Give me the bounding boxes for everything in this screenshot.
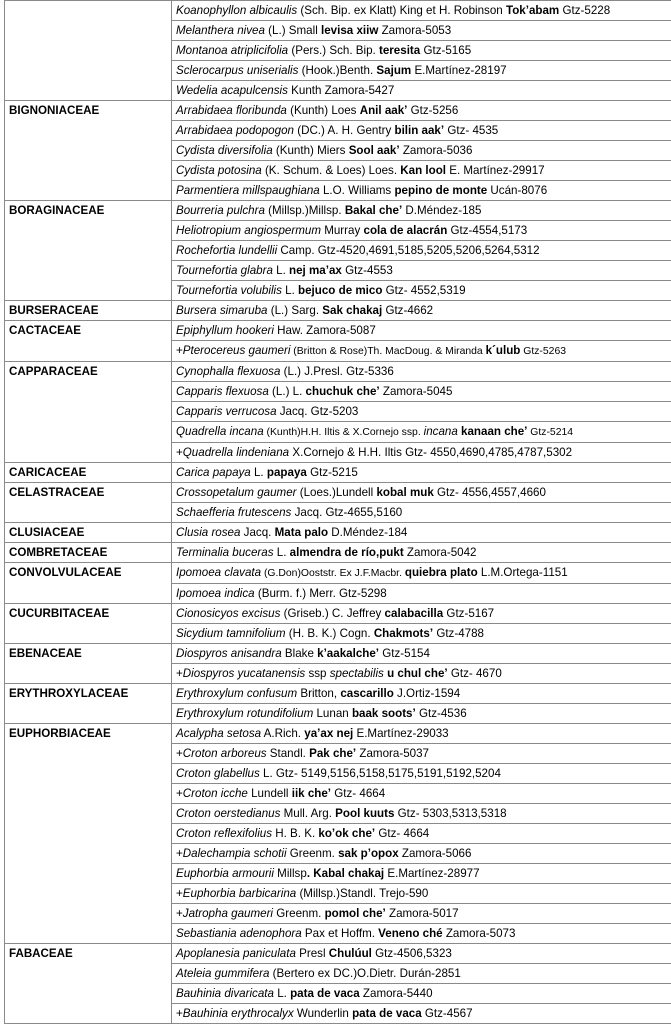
entry-text: Gtz- 4670 <box>448 667 502 680</box>
species-entry-cell <box>172 924 671 944</box>
species-entry-cell <box>172 724 671 744</box>
entry-text: Gtz-5214 <box>527 427 573 438</box>
entry-text: E.Martínez-29033 <box>353 727 448 740</box>
entry-text: (Kunth)H.H. Iltis & X.Cornejo ssp. <box>264 427 424 438</box>
species-name: Croton glabellus <box>176 767 260 780</box>
table-row <box>5 543 671 563</box>
species-entry-cell <box>172 463 671 483</box>
entry-text: L. <box>282 284 298 297</box>
common-name: cascarillo <box>340 687 394 700</box>
species-name: Croton oerstedianus <box>176 807 280 820</box>
species-name: Crossopetalum gaumer <box>176 486 297 499</box>
entry-text: X.Cornejo & H.H. Iltis Gtz- 4550,4690,4785,4787,5302 <box>289 446 572 459</box>
species-name: Pterocereus gaumeri <box>183 344 291 357</box>
common-name: calabacilla <box>385 607 444 620</box>
entry-text: Gtz- 5303,5313,5318 <box>394 807 506 820</box>
entry-text: Gtz-5167 <box>443 607 494 620</box>
species-entry-cell <box>172 81 671 101</box>
entry-text: Standl. <box>267 747 310 760</box>
species-table <box>4 0 671 1024</box>
common-name: cola de alacrán <box>364 224 448 237</box>
entry-text: Gtz-5154 <box>379 647 430 660</box>
common-name: Bakal che’ <box>345 204 402 217</box>
entry-text: (H. B. K.) Cogn. <box>286 627 374 640</box>
species-entry-cell <box>172 321 671 341</box>
entry-text: E.Martínez-28977 <box>384 867 479 880</box>
common-name: Anil aak’ <box>360 104 408 117</box>
common-name: bejuco de mico <box>298 284 382 297</box>
entry-text: Gtz- 4556,4557,4660 <box>434 486 546 499</box>
species-entry-cell <box>172 281 671 301</box>
table-row <box>5 724 671 744</box>
species-entry-cell <box>172 503 671 523</box>
species-name: Bursera simaruba <box>176 304 268 317</box>
species-name: Tournefortia volubilis <box>176 284 282 297</box>
entry-text: Zamora-5037 <box>356 747 429 760</box>
entry-text: Gtz-5263 <box>520 346 566 357</box>
species-entry-cell <box>172 604 671 624</box>
common-name: kobal muk <box>376 486 433 499</box>
species-name: Schaefferia frutescens <box>176 506 291 519</box>
species-name: Acalypha setosa <box>176 727 261 740</box>
common-name: quiebra plato <box>405 566 478 579</box>
species-name: Euphorbia barbicarina <box>183 887 296 900</box>
table-row <box>5 362 671 382</box>
entry-text: Zamora-5036 <box>400 144 473 157</box>
species-entry-cell <box>172 181 671 201</box>
entry-text: Ucán-8076 <box>487 184 547 197</box>
entry-text: Blake <box>282 647 317 660</box>
species-entry-cell <box>172 944 671 964</box>
species-name: Quadrella incana <box>176 425 264 438</box>
entry-text: ssp <box>305 667 329 680</box>
entry-text: Gtz-5256 <box>407 104 458 117</box>
species-name: Diospyros anisandra <box>176 647 282 660</box>
species-entry-cell <box>172 844 671 864</box>
family-name-cell: ERYTHROXYLACEAE <box>5 684 172 724</box>
species-entry-cell <box>172 1 671 21</box>
species-name: Croton icche <box>183 787 248 800</box>
entry-text: Mull. Arg. <box>280 807 335 820</box>
family-name-cell: BORAGINACEAE <box>5 201 172 301</box>
entry-text: (DC.) A. H. Gentry <box>294 124 395 137</box>
entry-text: Greenm. <box>273 907 325 920</box>
family-name-cell: BURSERACEAE <box>5 301 172 321</box>
species-entry-cell <box>172 1004 671 1024</box>
entry-text: (L.) J.Presl. Gtz-5336 <box>280 365 393 378</box>
species-name: Parmentiera millspaughiana <box>176 184 320 197</box>
entry-text: L. <box>274 546 290 559</box>
entry-text: Gtz-4554,5173 <box>447 224 527 237</box>
table-row <box>5 201 671 221</box>
species-name: Ateleia gummifera <box>176 967 269 980</box>
table-row <box>5 604 671 624</box>
species-entry-cell <box>172 764 671 784</box>
common-name: Veneno ché <box>378 927 442 940</box>
entry-text: L. <box>274 987 290 1000</box>
family-name-cell: CACTACEAE <box>5 321 172 362</box>
species-entry-cell <box>172 341 671 362</box>
entry-text: + <box>176 787 183 800</box>
species-name: Diospyros yucatanensis <box>183 667 305 680</box>
species-entry-cell <box>172 61 671 81</box>
entry-text: Greenm. <box>287 847 339 860</box>
common-name: Mata palo <box>275 526 328 539</box>
species-name: spectabilis <box>330 667 384 680</box>
species-entry-cell <box>172 161 671 181</box>
table-row <box>5 321 671 341</box>
species-name: Jatropha gaumeri <box>183 907 273 920</box>
species-name: Melanthera nivea <box>176 24 265 37</box>
entry-text: E. Martínez-29917 <box>446 164 545 177</box>
entry-text: (Britton & Rose)Th. MacDoug. & Miranda <box>290 346 485 357</box>
common-name: u chul che’ <box>387 667 448 680</box>
species-name: Arrabidaea floribunda <box>176 104 287 117</box>
common-name: iik che’ <box>292 787 331 800</box>
species-entry-cell <box>172 261 671 281</box>
species-name: Erythroxylum confusum <box>176 687 297 700</box>
entry-text: (Burm. f.) Merr. Gtz-5298 <box>255 587 387 600</box>
family-name-cell: EBENACEAE <box>5 644 172 684</box>
entry-text: L. <box>273 264 289 277</box>
entry-text: Britton, <box>297 687 340 700</box>
family-name-cell: CONVOLVULACEAE <box>5 563 172 604</box>
species-entry-cell <box>172 563 671 584</box>
species-entry-cell <box>172 744 671 764</box>
species-name: Ipomoea indica <box>176 587 255 600</box>
entry-text: (Kunth) Loes <box>287 104 360 117</box>
family-name-cell: CLUSIACEAE <box>5 523 172 543</box>
species-name: Cionosicyos excisus <box>176 607 280 620</box>
common-name: Chulúul <box>329 947 372 960</box>
species-entry-cell <box>172 41 671 61</box>
entry-text: Jacq. Gtz-5203 <box>277 405 359 418</box>
entry-text: Gtz- 4552,5319 <box>382 284 465 297</box>
entry-text: L. Gtz- 5149,5156,5158,5175,5191,5192,5204 <box>260 767 501 780</box>
species-name: Bauhinia erythrocalyx <box>183 1007 294 1020</box>
common-name: levisa xiiw <box>321 24 378 37</box>
entry-text: L.M.Ortega-1151 <box>478 566 568 579</box>
species-entry-cell <box>172 201 671 221</box>
species-name: Quadrella lindeniana <box>183 446 289 459</box>
species-name: Carica papaya <box>176 466 251 479</box>
entry-text: Lunan <box>313 707 352 720</box>
common-name: Sak chakaj <box>322 304 382 317</box>
common-name: k’aakalche’ <box>317 647 379 660</box>
species-name: Epiphyllum hookeri <box>176 324 274 337</box>
entry-text: (L.) L. <box>269 385 306 398</box>
entry-text: Murray <box>321 224 364 237</box>
species-entry-cell <box>172 984 671 1004</box>
entry-text: Haw. Zamora-5087 <box>274 324 376 337</box>
entry-text: D.Méndez-185 <box>402 204 481 217</box>
species-entry-cell <box>172 624 671 644</box>
common-name: pata de vaca <box>352 1007 422 1020</box>
species-entry-cell <box>172 864 671 884</box>
species-entry-cell <box>172 824 671 844</box>
entry-text: A.Rich. <box>261 727 304 740</box>
species-entry-cell <box>172 644 671 664</box>
common-name: baak soots’ <box>352 707 416 720</box>
common-name: sak p’opox <box>338 847 399 860</box>
species-name: Dalechampia schotii <box>183 847 287 860</box>
entry-text: + <box>176 446 183 459</box>
entry-text: (Bertero ex DC.)O.Dietr. Durán-2851 <box>269 967 460 980</box>
entry-text: (Millsp.)Standl. Trejo-590 <box>296 887 428 900</box>
species-name: Cydista diversifolia <box>176 144 273 157</box>
species-entry-cell <box>172 784 671 804</box>
species-name: Euphorbia armourii <box>176 867 274 880</box>
common-name: chuchuk che’ <box>306 385 380 398</box>
family-name-cell: FABACEAE <box>5 944 172 1024</box>
common-name: Pak che’ <box>309 747 356 760</box>
entry-text: Jacq. <box>240 526 274 539</box>
table-row <box>5 563 671 584</box>
species-entry-cell <box>172 483 671 503</box>
species-name: Capparis flexuosa <box>176 385 269 398</box>
common-name: Sajum <box>376 64 411 77</box>
entry-text: H. B. K. <box>272 827 318 840</box>
entry-text: (Loes.)Lundell <box>297 486 377 499</box>
entry-text: Kunth Zamora-5427 <box>288 84 394 97</box>
entry-text: Lundell <box>248 787 292 800</box>
table-row <box>5 101 671 121</box>
species-name: Bauhinia divaricata <box>176 987 274 1000</box>
entry-text: (L.) Sarg. <box>268 304 323 317</box>
species-name: Clusia rosea <box>176 526 240 539</box>
entry-text: D.Méndez-184 <box>328 526 407 539</box>
entry-text: + <box>176 1007 183 1020</box>
species-entry-cell <box>172 523 671 543</box>
species-name: Capparis verrucosa <box>176 405 277 418</box>
entry-text: L.O. Williams <box>320 184 395 197</box>
species-name: Tournefortia glabra <box>176 264 273 277</box>
entry-text: (Sch. Bip. ex Klatt) King et H. Robinson <box>297 4 506 17</box>
species-entry-cell <box>172 402 671 422</box>
entry-text: Gtz-5228 <box>559 4 610 17</box>
common-name: pomol che’ <box>325 907 386 920</box>
entry-text: + <box>176 907 183 920</box>
entry-text: Zamora-5066 <box>399 847 472 860</box>
species-entry-cell <box>172 241 671 261</box>
species-entry-cell <box>172 964 671 984</box>
species-entry-cell <box>172 543 671 563</box>
entry-text: Jacq. Gtz-4655,5160 <box>291 506 402 519</box>
entry-text: Gtz- 4664 <box>375 827 429 840</box>
species-name: Sicydium tamnifolium <box>176 627 286 640</box>
entry-text: Zamora-5073 <box>443 927 516 940</box>
common-name: kanaan che’ <box>461 425 527 438</box>
family-name-cell: CARICACEAE <box>5 463 172 483</box>
entry-text: Camp. Gtz-4520,4691,5185,5205,5206,5264,5312 <box>277 244 539 257</box>
entry-text: J.Ortiz-1594 <box>394 687 460 700</box>
entry-text: + <box>176 747 183 760</box>
species-name: Cynophalla flexuosa <box>176 365 280 378</box>
species-entry-cell <box>172 141 671 161</box>
species-entry-cell <box>172 664 671 684</box>
entry-text: Gtz-5165 <box>420 44 471 57</box>
species-name: Arrabidaea podopogon <box>176 124 294 137</box>
table-row <box>5 523 671 543</box>
entry-text: Gtz- 4535 <box>444 124 498 137</box>
species-name: Heliotropium angiospermum <box>176 224 321 237</box>
table-row <box>5 1 671 21</box>
common-name: teresita <box>379 44 420 57</box>
family-name-cell: CUCURBITACEAE <box>5 604 172 644</box>
entry-text: L. <box>251 466 267 479</box>
common-name: nej ma’ax <box>289 264 342 277</box>
family-name-cell: CELASTRACEAE <box>5 483 172 523</box>
species-name: Rochefortia lundellii <box>176 244 277 257</box>
species-name: Montanoa atriplicifolia <box>176 44 288 57</box>
family-name-cell <box>5 1 172 101</box>
species-entry-cell <box>172 101 671 121</box>
common-name: Sool aak’ <box>349 144 400 157</box>
common-name: pata de vaca <box>290 987 360 1000</box>
entry-text: Presl <box>296 947 329 960</box>
entry-text: + <box>176 887 183 900</box>
entry-text: Gtz-4536 <box>416 707 467 720</box>
entry-text: Zamora-5440 <box>360 987 433 1000</box>
species-name: Terminalia buceras <box>176 546 274 559</box>
species-name: Bourreria pulchra <box>176 204 265 217</box>
species-entry-cell <box>172 382 671 402</box>
entry-text: (Kunth) Miers <box>273 144 349 157</box>
species-entry-cell <box>172 904 671 924</box>
table-row <box>5 301 671 321</box>
species-entry-cell <box>172 443 671 463</box>
entry-text: Millsp <box>274 867 307 880</box>
species-name: Cydista potosina <box>176 164 262 177</box>
table-row <box>5 463 671 483</box>
species-name: Ipomoea clavata <box>176 566 261 579</box>
species-entry-cell <box>172 221 671 241</box>
entry-text: Zamora-5053 <box>378 24 451 37</box>
species-name: Sclerocarpus uniserialis <box>176 64 298 77</box>
family-name-cell: BIGNONIACEAE <box>5 101 172 201</box>
entry-text: (K. Schum. & Loes) Loes. <box>262 164 401 177</box>
entry-text: Gtz-4506,5323 <box>372 947 452 960</box>
species-entry-cell <box>172 21 671 41</box>
entry-text: Gtz-4788 <box>433 627 484 640</box>
common-name: Chakmots’ <box>374 627 433 640</box>
species-name: Apoplanesia paniculata <box>176 947 296 960</box>
common-name: Pool kuuts <box>335 807 394 820</box>
species-name: incana <box>424 425 458 438</box>
common-name: ko’ok che’ <box>318 827 375 840</box>
common-name: k´ulub <box>486 344 521 357</box>
entry-text: Gtz-4553 <box>342 264 393 277</box>
entry-text: Gtz-4662 <box>382 304 433 317</box>
entry-text: (Hook.)Benth. <box>298 64 376 77</box>
species-entry-cell <box>172 301 671 321</box>
species-name: Croton reflexifolius <box>176 827 272 840</box>
entry-text: Wunderlin <box>294 1007 352 1020</box>
common-name: papaya <box>267 466 307 479</box>
entry-text: (L.) Small <box>265 24 321 37</box>
entry-text: E.Martínez-28197 <box>411 64 506 77</box>
entry-text: Gtz-4567 <box>422 1007 473 1020</box>
species-entry-cell <box>172 704 671 724</box>
entry-text: (Millsp.)Millsp. <box>265 204 345 217</box>
entry-text: (Griseb.) C. Jeffrey <box>280 607 384 620</box>
table-row <box>5 483 671 503</box>
species-name: Wedelia acapulcensis <box>176 84 288 97</box>
common-name: Kan lool <box>400 164 446 177</box>
species-name: Croton arboreus <box>183 747 267 760</box>
species-entry-cell <box>172 804 671 824</box>
common-name: almendra de río,pukt <box>290 546 404 559</box>
species-entry-cell <box>172 584 671 604</box>
species-entry-cell <box>172 121 671 141</box>
common-name: bilin aak’ <box>394 124 444 137</box>
common-name: pepino de monte <box>394 184 487 197</box>
entry-text: Pax et Hoffm. <box>302 927 378 940</box>
entry-text: Zamora-5042 <box>404 546 477 559</box>
entry-text: (Pers.) Sch. Bip. <box>288 44 379 57</box>
family-name-cell: EUPHORBIACEAE <box>5 724 172 944</box>
entry-text: Gtz-5215 <box>307 466 358 479</box>
common-name: Tok’abam <box>506 4 559 17</box>
table-row <box>5 644 671 664</box>
common-name: . Kabal chakaj <box>307 867 384 880</box>
entry-text: Zamora-5045 <box>380 385 453 398</box>
table-row <box>5 684 671 704</box>
table-row <box>5 944 671 964</box>
species-name: Koanophyllon albicaulis <box>176 4 297 17</box>
species-entry-cell <box>172 422 671 443</box>
entry-text: Gtz- 4664 <box>331 787 385 800</box>
entry-text: (G.Don)Ooststr. Ex J.F.Macbr. <box>261 568 405 579</box>
entry-text: + <box>176 667 183 680</box>
entry-text: + <box>176 344 183 357</box>
entry-text: + <box>176 847 183 860</box>
species-entry-cell <box>172 884 671 904</box>
family-name-cell: CAPPARACEAE <box>5 362 172 463</box>
entry-text: Zamora-5017 <box>386 907 459 920</box>
family-name-cell: COMBRETACEAE <box>5 543 172 563</box>
species-name: Sebastiania adenophora <box>176 927 302 940</box>
species-entry-cell <box>172 684 671 704</box>
species-entry-cell <box>172 362 671 382</box>
common-name: ya’ax nej <box>304 727 353 740</box>
species-name: Erythroxylum rotundifolium <box>176 707 313 720</box>
